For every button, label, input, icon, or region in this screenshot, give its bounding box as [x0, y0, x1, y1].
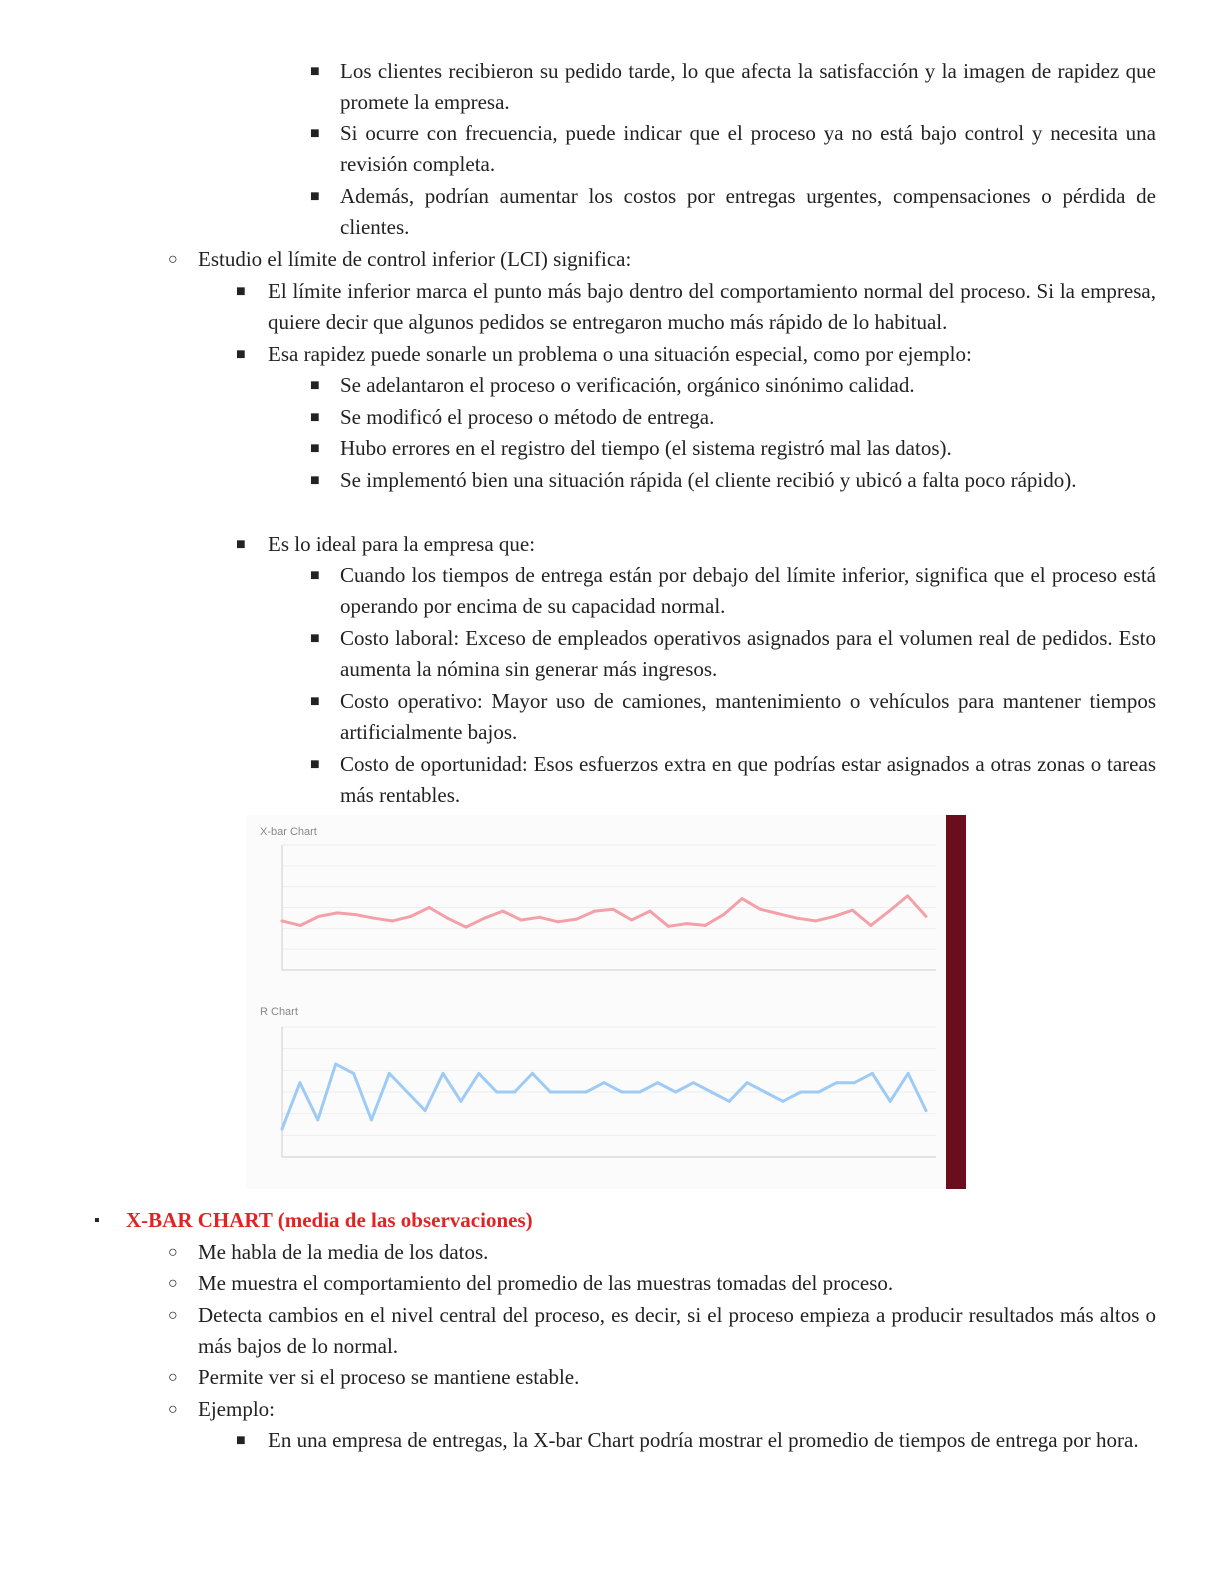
data-point: [593, 910, 596, 913]
bullet-marker: ■: [310, 630, 320, 647]
data-point: [531, 1072, 534, 1075]
list-item-text: Se adelantaron el proceso o verificación, orgánico sinónimo calidad.: [340, 373, 915, 397]
data-point: [620, 1091, 623, 1094]
bullet-marker: ■: [310, 472, 320, 489]
data-point: [373, 917, 376, 920]
data-point: [370, 1118, 373, 1121]
data-point: [495, 1091, 498, 1094]
list-item-text: Hubo errores en el registro del tiempo (el sistema registró mal las datos).: [340, 436, 952, 460]
list-item-text: El límite inferior marca el punto más bajo dentro del comportamiento normal del proceso. Si la empresa, quiere decir que algunos pedidos se entregaron mucho más rápido de lo habitual.: [268, 279, 1156, 334]
bullet-marker: ○: [168, 251, 178, 268]
control-charts: [246, 815, 968, 1189]
data-point: [630, 919, 633, 922]
list-item: [310, 402, 1156, 433]
data-point: [406, 1091, 409, 1094]
list-item: [310, 686, 1156, 748]
list-item-text: X-BAR CHART (media de las observaciones): [126, 1208, 533, 1232]
chart-image: [246, 815, 968, 1189]
data-point: [685, 922, 688, 925]
data-point: [888, 910, 891, 913]
list-item: [168, 1237, 1156, 1268]
data-point: [317, 915, 320, 918]
data-point: [585, 1091, 588, 1094]
bullet-marker: ■: [236, 283, 246, 300]
data-point: [575, 918, 578, 921]
data-point: [833, 915, 836, 918]
data-point: [814, 919, 817, 922]
data-point: [796, 917, 799, 920]
chart-title: X-bar Chart: [260, 826, 317, 838]
bullet-marker: ■: [236, 1432, 246, 1449]
data-point: [722, 913, 725, 916]
list-item-text: Permite ver si el proceso se mantiene estable.: [198, 1365, 580, 1389]
bullet-marker: ■: [310, 567, 320, 584]
bullet-marker: ○: [168, 1275, 178, 1292]
data-point: [871, 1072, 874, 1075]
list-item: [168, 1300, 1156, 1362]
list-item-text: Me muestra el comportamiento del promedio de las muestras tomadas del proceso.: [198, 1271, 894, 1295]
list-item: [168, 1394, 1156, 1425]
list-item: [236, 339, 1156, 370]
bullet-marker: ■: [310, 440, 320, 457]
list-item-text: Se implementó bien una situación rápida (el cliente recibió y ubicó a falta poco rápido).: [340, 468, 1077, 492]
data-point: [746, 1081, 749, 1084]
data-point: [667, 925, 670, 928]
bullet-marker: ■: [236, 346, 246, 363]
bullet-marker: ■: [236, 536, 246, 553]
list-item-text: Se modificó el proceso o método de entrega.: [340, 405, 715, 429]
data-point: [777, 912, 780, 915]
list-item-text: Cuando los tiempos de entrega están por debajo del límite inferior, significa que el proceso está operando por encima de su capacidad normal.: [340, 563, 1156, 618]
data-point: [906, 894, 909, 897]
list-item: [236, 529, 1156, 560]
bullet-marker: ■: [310, 377, 320, 394]
data-point: [442, 1072, 445, 1075]
bullet-marker: ○: [168, 1244, 178, 1261]
chart-side-bar: [946, 815, 966, 1189]
data-point: [869, 924, 872, 927]
data-point: [692, 1081, 695, 1084]
list-item: [310, 433, 1156, 464]
data-point: [336, 911, 339, 914]
list-item-text: Costo laboral: Exceso de empleados operativos asignados para el volumen real de pedidos. Esto aumenta la nómina sin generar más ingresos.: [340, 626, 1156, 681]
data-point: [281, 919, 284, 922]
data-point: [446, 917, 449, 920]
data-point: [728, 1100, 731, 1103]
data-point: [477, 1072, 480, 1075]
data-point: [424, 1109, 427, 1112]
data-point: [549, 1091, 552, 1094]
data-point: [764, 1091, 767, 1094]
data-point: [649, 910, 652, 913]
bullet-marker: ○: [168, 1369, 178, 1386]
list-item: [236, 1425, 1156, 1456]
chart-title: R Chart: [260, 1006, 298, 1018]
data-point: [851, 909, 854, 912]
list-item: [236, 276, 1156, 338]
data-point: [925, 915, 928, 918]
bullet-marker: ○: [168, 1307, 178, 1324]
data-point: [656, 1081, 659, 1084]
data-point: [409, 915, 412, 918]
list-item: [310, 560, 1156, 622]
list-item: [310, 749, 1156, 811]
data-point: [638, 1091, 641, 1094]
data-point: [759, 908, 762, 911]
data-point: [741, 897, 744, 900]
data-point: [835, 1081, 838, 1084]
bullet-marker: ○: [168, 1401, 178, 1418]
data-point: [674, 1091, 677, 1094]
data-point: [281, 1128, 284, 1131]
list-item-text: Costo de oportunidad: Esos esfuerzos extra en que podrías estar asignados a otras zonas o tareas más rentables.: [340, 752, 1156, 807]
list-item-text: Es lo ideal para la empresa que:: [268, 532, 536, 556]
data-point: [520, 919, 523, 922]
list-item-text: Estudio el límite de control inferior (LCI) significa:: [198, 247, 632, 271]
list-item-text: Esa rapidez puede sonarle un problema o una situación especial, como por ejemplo:: [268, 342, 972, 366]
data-point: [513, 1091, 516, 1094]
list-item-text: Me habla de la media de los datos.: [198, 1240, 489, 1264]
data-point: [483, 917, 486, 920]
data-point: [853, 1081, 856, 1084]
data-point: [334, 1063, 337, 1066]
data-point: [710, 1091, 713, 1094]
data-point: [428, 906, 431, 909]
list-item-text: Detecta cambios en el nivel central del proceso, es decir, si el proceso empieza a producir resultados más altos o más bajos de lo normal.: [198, 1303, 1156, 1358]
data-point: [316, 1118, 319, 1121]
list-item-text: En una empresa de entregas, la X-bar Chart podría mostrar el promedio de tiempos de entrega por hora.: [268, 1428, 1139, 1452]
list-item-text: Los clientes recibieron su pedido tarde, lo que afecta la satisfacción y la imagen de rapidez que promete la empresa.: [340, 59, 1156, 114]
list-item: [310, 181, 1156, 243]
data-point: [781, 1100, 784, 1103]
data-point: [298, 1081, 301, 1084]
data-point: [889, 1100, 892, 1103]
data-point: [817, 1091, 820, 1094]
list-item: [310, 465, 1156, 496]
data-point: [704, 924, 707, 927]
list-item: [310, 118, 1156, 180]
data-point: [388, 1072, 391, 1075]
bullet-marker: ■: [310, 693, 320, 710]
list-item: [168, 1268, 1156, 1299]
list-item-text: Costo operativo: Mayor uso de camiones, mantenimiento o vehículos para mantener tiempos artificialmente bajos.: [340, 689, 1156, 744]
data-point: [907, 1072, 910, 1075]
list-item: [168, 1362, 1156, 1393]
list-item-text: Además, podrían aumentar los costos por entregas urgentes, compensaciones o pérdida de clientes.: [340, 184, 1156, 239]
bullet-marker: ■: [310, 125, 320, 142]
data-point: [299, 924, 302, 927]
bullet-marker: ▪: [94, 1212, 100, 1229]
data-point: [501, 910, 504, 913]
list-item-text: Si ocurre con frecuencia, puede indicar que el proceso ya no está bajo control y necesita una revisión completa.: [340, 121, 1156, 176]
data-point: [603, 1081, 606, 1084]
series-line: [282, 896, 926, 927]
data-point: [567, 1091, 570, 1094]
list-item: [310, 56, 1156, 118]
list-item: [94, 1205, 1156, 1236]
data-point: [391, 919, 394, 922]
list-item: [310, 370, 1156, 401]
data-point: [799, 1091, 802, 1094]
list-item-text: Ejemplo:: [198, 1397, 275, 1421]
series-line: [282, 1064, 926, 1129]
data-point: [538, 916, 541, 919]
data-point: [465, 926, 468, 929]
bullet-marker: ■: [310, 409, 320, 426]
data-point: [557, 920, 560, 923]
bullet-marker: ■: [310, 188, 320, 205]
data-point: [352, 1072, 355, 1075]
data-point: [459, 1100, 462, 1103]
list-item: [310, 623, 1156, 685]
list-item: [168, 244, 1156, 275]
data-point: [354, 913, 357, 916]
data-point: [925, 1109, 928, 1112]
bullet-marker: ■: [310, 756, 320, 773]
bullet-marker: ■: [310, 63, 320, 80]
data-point: [612, 908, 615, 911]
